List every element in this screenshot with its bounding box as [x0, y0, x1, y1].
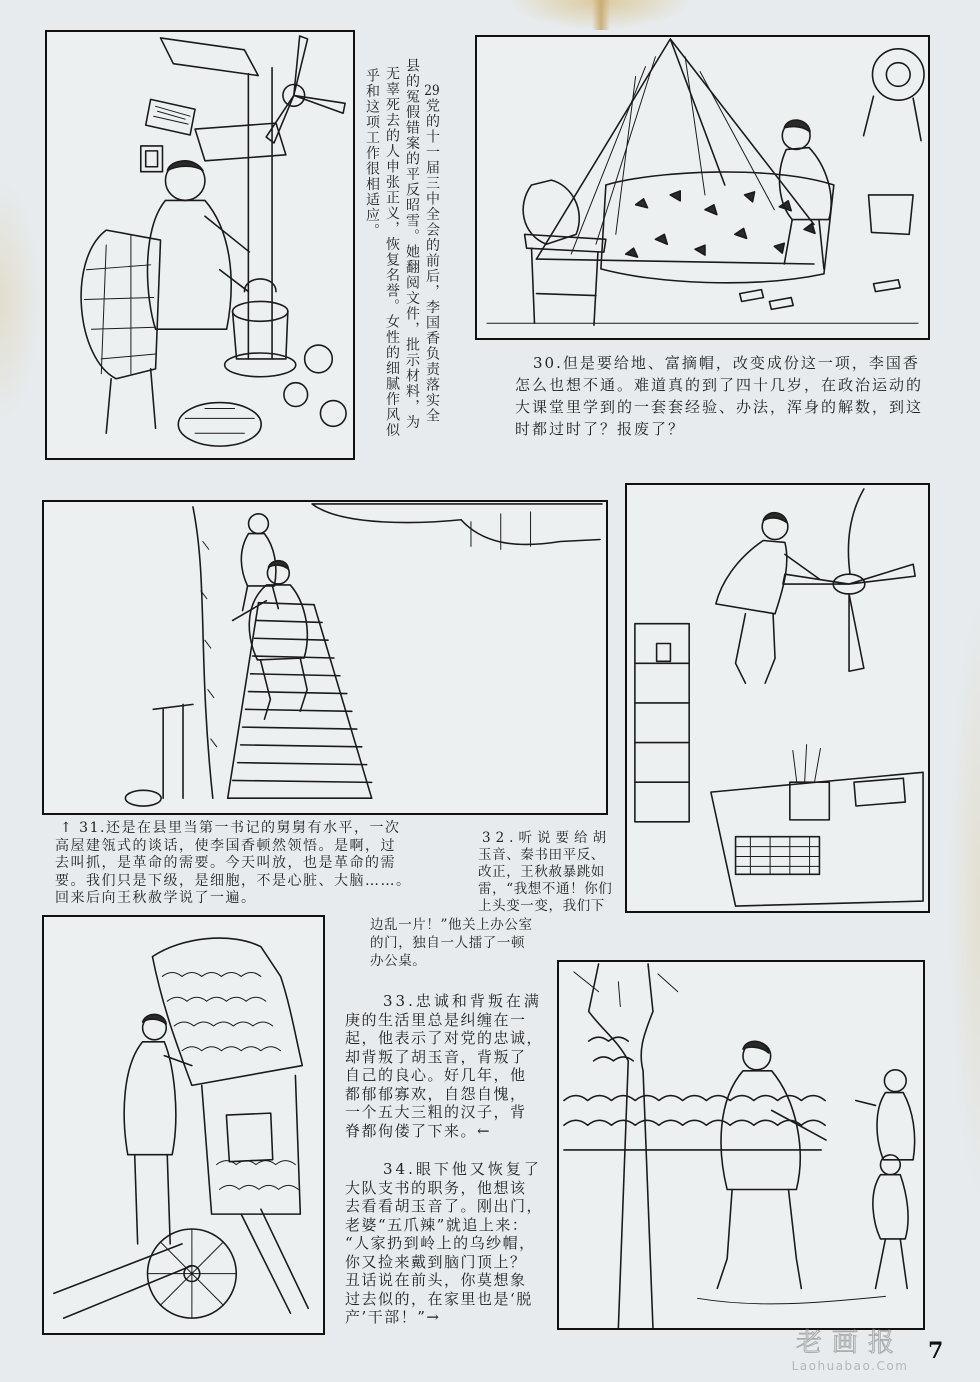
tiled-roof — [152, 938, 302, 1085]
illustration-staircase — [44, 502, 606, 813]
caption-33-line-8: 脊都佝偻了下来。← — [345, 1121, 492, 1140]
caption-34-line-3: 去看看胡玉音了。刚出门， — [345, 1197, 544, 1215]
man-walking-out — [716, 513, 820, 683]
caption-30 — [515, 352, 930, 440]
panel-34 — [557, 960, 925, 1330]
caption-29 — [362, 58, 442, 438]
railing-posts — [125, 704, 193, 806]
caption-34-line-2: 大队支书的职务，他想该 — [345, 1178, 527, 1197]
caption-33-line-3: 起，他表示了对党的忠诚， — [345, 1029, 544, 1047]
caption-33-line-1: 33.忠诚和背叛在满 — [383, 992, 542, 1010]
roof-banner — [312, 504, 602, 549]
desk-papers — [146, 99, 286, 160]
woman-sitting-on-bed — [779, 120, 831, 269]
caption-33-line-2: 庚的生活里总是纠缠在一 — [345, 1010, 527, 1029]
caption-29-column-2: 县的冤假错案的平反昭雪。她翻阅文件，批示材料，为 — [404, 58, 420, 430]
flower-pots — [178, 345, 346, 446]
teapot-stand — [225, 279, 296, 377]
watermark-site: Laohuabao.Com — [791, 1359, 909, 1373]
illustration-woman-at-desk — [47, 32, 353, 458]
caption-33-line-6: 都郁郁寡欢，自怨自愧， — [345, 1084, 527, 1103]
caption-30-line-2: 怎么也想不通。难道真的到了四十几岁，在政治运动的 — [515, 376, 924, 394]
caption-32-line-8: 办公桌。 — [370, 953, 427, 969]
caption-34-line-7: 丑话说在前头，你莫想象 — [345, 1271, 527, 1289]
panel-33 — [42, 915, 325, 1335]
left-wall — [193, 507, 217, 798]
caption-34-line-6: 你又捡来戴到脑门顶上？ — [345, 1252, 527, 1271]
panel-32 — [625, 483, 930, 913]
caption-32-line-7: 的门，独自一人擂了一顿 — [370, 935, 526, 951]
caption-34 — [345, 1160, 550, 1327]
caption-29-number: 29 — [424, 84, 440, 98]
ceiling-fan — [783, 489, 915, 671]
caption-32-upper — [478, 830, 613, 915]
page-number: 7 — [928, 1338, 944, 1364]
illustration-bedroom — [477, 37, 928, 338]
caption-31-line-2: 高屋建瓴式的谈话，使李国香顿然领悟。是啊，过 — [55, 837, 396, 854]
caption-34-line-9: 产’干部！”→ — [345, 1308, 441, 1326]
caption-29-column-4: 乎和这项工作很相适应。 — [364, 68, 380, 239]
man-walking — [717, 1041, 826, 1288]
watermark-logo: 老画报 — [795, 1328, 904, 1358]
illustration-office — [627, 485, 928, 911]
caption-34-line-1: 34.眼下他又恢复了 — [383, 1160, 542, 1178]
caption-33-line-7: 一个五大三粗的汉子，背 — [345, 1103, 527, 1121]
caption-33-line-4: 却背叛了胡玉音，背叛了 — [345, 1047, 527, 1066]
tree-trunk — [574, 964, 678, 1328]
caption-34-line-4: 老婆“五爪辣”就追上来： — [345, 1215, 529, 1234]
shoes-and-floor — [487, 280, 918, 323]
desk-with-abacus — [711, 745, 923, 906]
caption-31-line-3: 去叫抓，是革命的需要。今天叫放，也是革命的需 — [55, 855, 396, 871]
caption-31 — [55, 820, 425, 908]
caption-30-line-1: 30.但是要给地、富摘帽，改变成份这一项，李国香 — [533, 354, 920, 372]
caption-29-column-1-text: 党的十一届三中全会的前后，李国香负责落实全 — [424, 98, 440, 424]
panel-30 — [475, 35, 930, 340]
illustration-tiled-house — [44, 917, 323, 1333]
caption-32-line-6: 边乱一片！”他关上办公室 — [370, 917, 533, 933]
caption-29-column-1 — [422, 58, 442, 438]
caption-32-lower — [370, 916, 540, 970]
wicker-chair — [81, 230, 160, 433]
caption-32-line-3: 改正，王秋赦暴跳如 — [478, 864, 605, 880]
caption-31-line-1: ↑ 31.还是在县里当第一书记的舅舅有水平，一次 — [60, 820, 401, 836]
caption-31-line-5: 回来后向王秋赦学说了一遍。 — [55, 890, 257, 906]
woman-figure — [147, 161, 249, 329]
caption-34-line-5: “人家扔到岭上的乌纱帽， — [345, 1234, 536, 1252]
caption-30-line-4: 时都过时了？报废了？ — [515, 420, 686, 438]
caption-29-column-3: 无辜死去的人申张正义，恢复名誉。女性的细腻作风似 — [384, 66, 400, 438]
house-wall — [202, 1075, 301, 1214]
chair-with-clothes — [523, 180, 606, 325]
patterned-blanket — [601, 172, 834, 283]
caption-33-line-5: 自己的良心。好几年，他 — [345, 1066, 527, 1084]
cabinet — [635, 624, 689, 822]
hanging-hats — [864, 49, 924, 235]
woman-and-child — [856, 1070, 915, 1289]
man-standing — [124, 1014, 192, 1243]
caption-34-line-8: 过去似的，在家里也是‘脱 — [345, 1289, 533, 1308]
caption-32-line-4: 雷，“我想不通！你们 — [478, 881, 613, 897]
ground-shadow — [697, 1296, 885, 1304]
caption-33 — [345, 992, 550, 1140]
caption-31-line-4: 要。我们只是下级，是细胞，不是心脏、大脑……。 — [55, 872, 412, 889]
panel-29 — [45, 30, 355, 460]
caption-32-line-2: 玉音、秦书田平反、 — [478, 847, 605, 863]
caption-32-line-5: 上头变一变，我们下 — [478, 898, 605, 914]
paper-tear-stain — [592, 0, 610, 30]
illustration-village-lane — [559, 962, 923, 1328]
wall-frame — [141, 146, 163, 172]
panel-31 — [42, 500, 608, 815]
cart-wheel — [54, 1209, 308, 1318]
site-watermark — [770, 1328, 930, 1374]
caption-30-line-3: 大课堂里学到的一套套经验、办法，浑身的解数，到这 — [515, 398, 924, 416]
caption-32-line-1: 32.听说要给胡 — [482, 830, 611, 846]
